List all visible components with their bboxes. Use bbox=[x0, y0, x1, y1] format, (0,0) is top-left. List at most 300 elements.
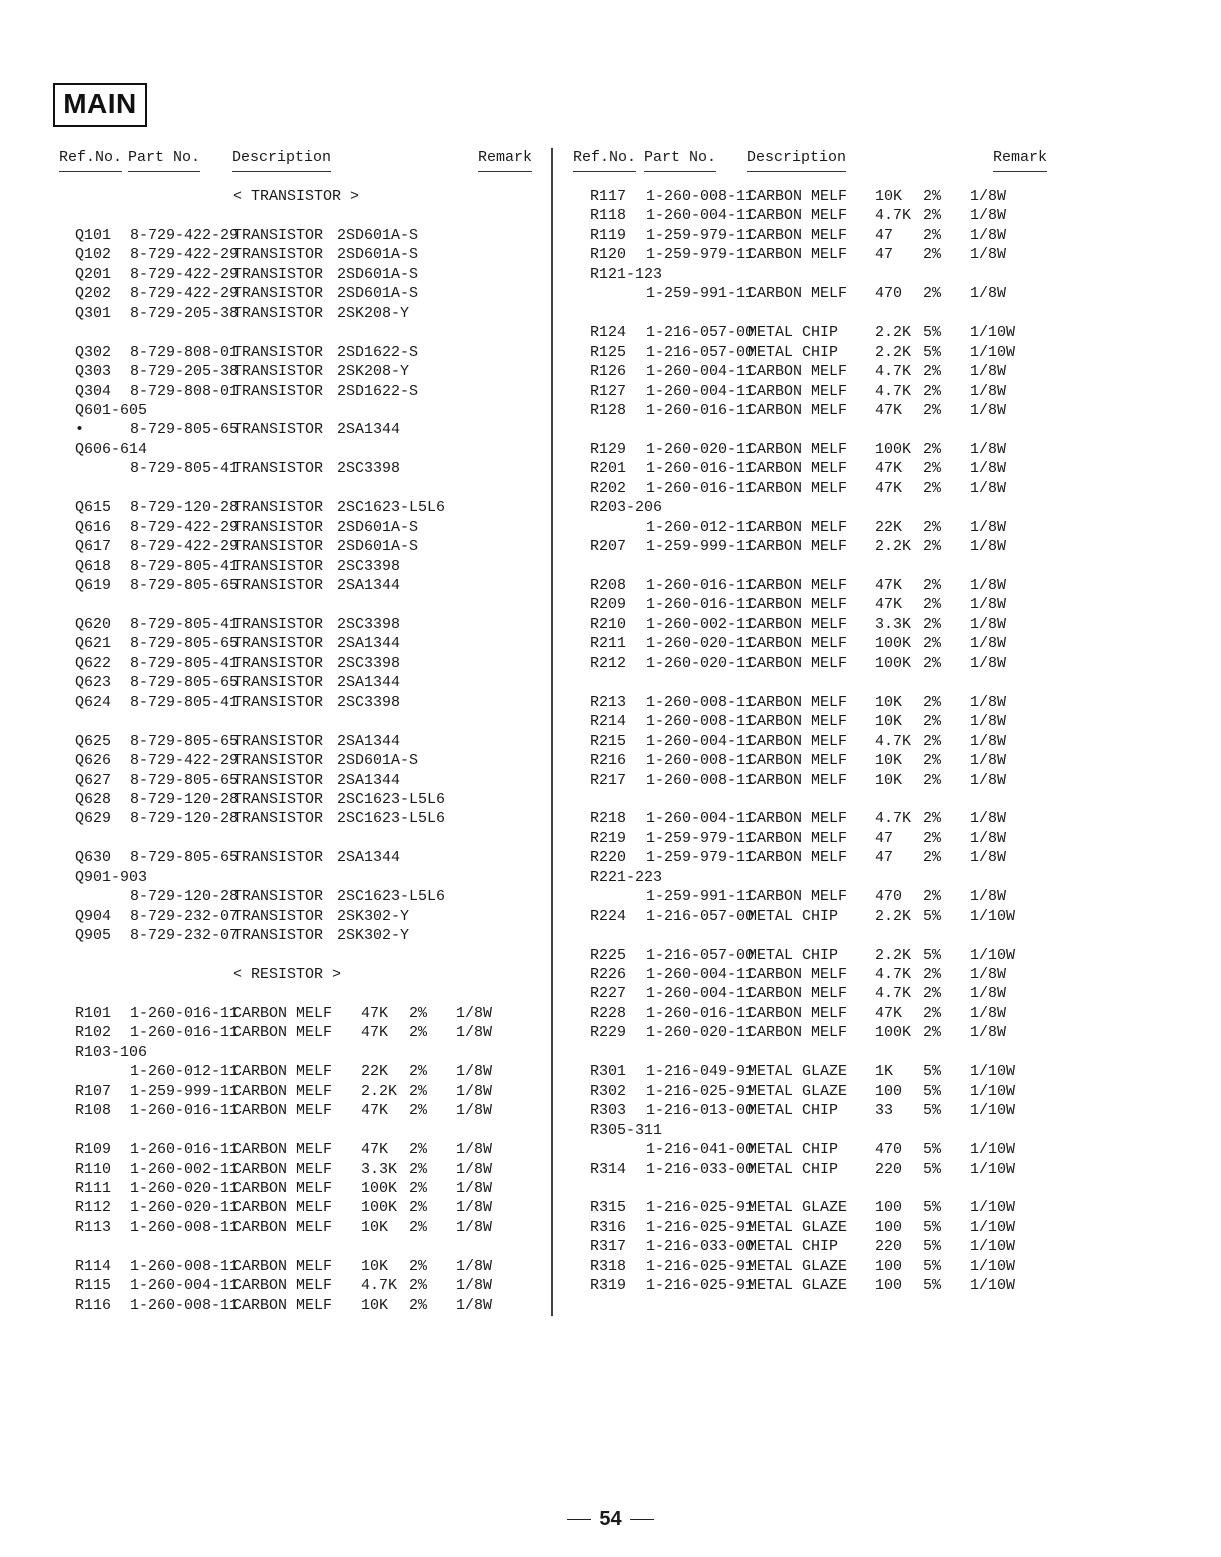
description: CARBON MELF bbox=[748, 1024, 848, 1042]
description: CARBON MELF bbox=[748, 829, 848, 847]
ref-no: R115 bbox=[75, 1277, 112, 1295]
ref-no: Q629 bbox=[75, 810, 112, 828]
ref-no: Q617 bbox=[75, 538, 112, 556]
value: 100 bbox=[875, 1257, 903, 1275]
tolerance: 2% bbox=[923, 966, 942, 983]
value: 33 bbox=[875, 1102, 894, 1120]
description: METAL GLAZE bbox=[748, 1218, 848, 1236]
ref-no: R125 bbox=[590, 343, 627, 361]
description: TRANSISTOR bbox=[233, 907, 324, 925]
description: TRANSISTOR bbox=[233, 674, 324, 692]
description: CARBON MELF bbox=[748, 285, 848, 303]
rating: 1/8W bbox=[970, 538, 1007, 556]
header-ref-no-right: Ref.No. bbox=[573, 148, 636, 172]
part-no: 1-260-008-11 bbox=[646, 752, 755, 770]
value: 47K bbox=[361, 1102, 389, 1120]
tolerance: 2% bbox=[923, 440, 942, 458]
rating: 1/8W bbox=[456, 1004, 493, 1022]
ref-no: R209 bbox=[590, 596, 627, 614]
ref-no: R317 bbox=[590, 1238, 627, 1256]
part-no: 1-216-057-00 bbox=[646, 324, 755, 342]
value: 2SD1622-S bbox=[337, 382, 419, 400]
part-no: 1-260-002-11 bbox=[646, 615, 755, 633]
part-no: 8-729-805-41 bbox=[130, 615, 239, 633]
tolerance: 2% bbox=[923, 577, 942, 594]
ref-no: R129 bbox=[590, 440, 627, 458]
ref-no: R112 bbox=[75, 1199, 112, 1217]
ref-no: Q622 bbox=[75, 654, 112, 672]
part-no: 1-216-057-00 bbox=[646, 946, 755, 964]
tolerance: 2% bbox=[409, 1024, 428, 1042]
ref-no: R319 bbox=[590, 1277, 627, 1295]
description: METAL CHIP bbox=[748, 324, 839, 342]
description: CARBON MELF bbox=[748, 479, 848, 497]
value: 10K bbox=[361, 1218, 389, 1236]
part-no: 8-729-422-29 bbox=[130, 246, 239, 264]
description: TRANSISTOR bbox=[233, 363, 324, 381]
part-no: 1-260-008-11 bbox=[646, 771, 755, 789]
description: CARBON MELF bbox=[748, 635, 848, 653]
ref-no: Q102 bbox=[75, 246, 112, 264]
rating: 1/8W bbox=[456, 1082, 493, 1100]
value: 4.7K bbox=[875, 207, 912, 225]
value: 2SC3398 bbox=[337, 557, 401, 575]
tolerance: 2% bbox=[409, 1063, 428, 1081]
value: 2SC1623-L5L6 bbox=[337, 888, 446, 906]
rating: 1/8W bbox=[970, 577, 1007, 594]
ref-no: R213 bbox=[590, 693, 627, 711]
rating: 1/8W bbox=[970, 966, 1007, 983]
ref-no: R221-223 bbox=[590, 868, 663, 886]
ref-no: R207 bbox=[590, 538, 627, 556]
rating: 1/8W bbox=[970, 985, 1007, 1003]
value: 2SD601A-S bbox=[337, 285, 419, 303]
tolerance: 2% bbox=[923, 382, 942, 400]
ref-no: R102 bbox=[75, 1024, 112, 1042]
value: 2SA1344 bbox=[337, 421, 401, 439]
part-no: 1-216-057-00 bbox=[646, 907, 755, 925]
value: 2SK208-Y bbox=[337, 363, 410, 381]
rating: 1/10W bbox=[970, 1199, 1016, 1217]
ref-no: R220 bbox=[590, 849, 627, 867]
description: TRANSISTOR bbox=[233, 226, 324, 244]
part-no: 1-260-020-11 bbox=[646, 1024, 755, 1042]
page-title: MAIN bbox=[63, 88, 137, 119]
description: CARBON MELF bbox=[748, 771, 848, 789]
description: CARBON MELF bbox=[748, 382, 848, 400]
description: METAL GLAZE bbox=[748, 1199, 848, 1217]
part-no: 1-216-025-91 bbox=[646, 1082, 755, 1100]
part-no: 1-260-008-11 bbox=[646, 188, 755, 205]
tolerance: 2% bbox=[409, 1296, 428, 1314]
value: 4.7K bbox=[875, 810, 912, 828]
ref-no: R120 bbox=[590, 246, 627, 264]
header-description-left: Description bbox=[232, 148, 331, 172]
value: 4.7K bbox=[875, 382, 912, 400]
description: TRANSISTOR bbox=[233, 635, 324, 653]
ref-no: • bbox=[75, 421, 85, 439]
value: 47 bbox=[875, 226, 894, 244]
value: 100 bbox=[875, 1218, 903, 1236]
ref-no: R203-206 bbox=[590, 499, 663, 517]
rating: 1/8W bbox=[970, 849, 1007, 867]
tolerance: 2% bbox=[923, 479, 942, 497]
tolerance: 5% bbox=[923, 1102, 942, 1120]
part-no: 1-260-016-11 bbox=[646, 577, 755, 594]
part-no: 8-729-120-28 bbox=[130, 888, 239, 906]
ref-no: R126 bbox=[590, 363, 627, 381]
rating: 1/10W bbox=[970, 1238, 1016, 1256]
value: 2.2K bbox=[875, 907, 912, 925]
description: TRANSISTOR bbox=[233, 888, 324, 906]
rating: 1/8W bbox=[970, 732, 1007, 750]
rating: 1/8W bbox=[970, 771, 1007, 789]
part-no: 1-259-999-11 bbox=[646, 538, 755, 556]
description: CARBON MELF bbox=[748, 752, 848, 770]
value: 10K bbox=[875, 188, 903, 205]
tolerance: 2% bbox=[923, 207, 942, 225]
value: 2SA1344 bbox=[337, 674, 401, 692]
value: 10K bbox=[361, 1257, 389, 1275]
value: 2SC3398 bbox=[337, 693, 401, 711]
ref-no: Q619 bbox=[75, 577, 112, 594]
rating: 1/8W bbox=[970, 440, 1007, 458]
part-no: 1-216-025-91 bbox=[646, 1199, 755, 1217]
value: 4.7K bbox=[875, 363, 912, 381]
ref-no: R211 bbox=[590, 635, 627, 653]
ref-no: R202 bbox=[590, 479, 627, 497]
description: TRANSISTOR bbox=[233, 246, 324, 264]
rating: 1/8W bbox=[456, 1063, 493, 1081]
ref-no: Q301 bbox=[75, 304, 112, 322]
ref-no: R110 bbox=[75, 1160, 112, 1178]
value: 47K bbox=[361, 1024, 389, 1042]
description: CARBON MELF bbox=[748, 538, 848, 556]
description: CARBON MELF bbox=[748, 693, 848, 711]
part-no: 8-729-805-65 bbox=[130, 849, 239, 867]
description: CARBON MELF bbox=[748, 246, 848, 264]
rating: 1/8W bbox=[970, 888, 1007, 906]
value: 470 bbox=[875, 285, 903, 303]
description: TRANSISTOR bbox=[233, 518, 324, 536]
ref-no: R108 bbox=[75, 1102, 112, 1120]
value: 2SD601A-S bbox=[337, 265, 419, 283]
ref-no: Q901-903 bbox=[75, 868, 148, 886]
part-no: 1-260-004-11 bbox=[646, 382, 755, 400]
value: 3.3K bbox=[361, 1160, 398, 1178]
description: TRANSISTOR bbox=[233, 538, 324, 556]
rating: 1/8W bbox=[456, 1102, 493, 1120]
tolerance: 2% bbox=[923, 888, 942, 906]
value: 2SD601A-S bbox=[337, 226, 419, 244]
description: TRANSISTOR bbox=[233, 849, 324, 867]
value: 47K bbox=[875, 1004, 903, 1022]
header-part-no-right: Part No. bbox=[644, 148, 716, 172]
value: 4.7K bbox=[361, 1277, 398, 1295]
rating: 1/10W bbox=[970, 1160, 1016, 1178]
part-no: 1-260-008-11 bbox=[130, 1296, 239, 1314]
value: 100K bbox=[361, 1179, 398, 1197]
ref-no: R111 bbox=[75, 1179, 112, 1197]
value: 47 bbox=[875, 246, 894, 264]
part-no: 1-260-002-11 bbox=[130, 1160, 239, 1178]
value: 2SK208-Y bbox=[337, 304, 410, 322]
value: 2SA1344 bbox=[337, 849, 401, 867]
ref-no: R119 bbox=[590, 226, 627, 244]
description: TRANSISTOR bbox=[233, 577, 324, 594]
description: TRANSISTOR bbox=[233, 693, 324, 711]
part-no: 1-259-991-11 bbox=[646, 888, 755, 906]
rating: 1/8W bbox=[970, 615, 1007, 633]
tolerance: 5% bbox=[923, 1238, 942, 1256]
description: CARBON MELF bbox=[748, 440, 848, 458]
part-no: 1-260-020-11 bbox=[646, 440, 755, 458]
part-no: 1-260-020-11 bbox=[130, 1199, 239, 1217]
tolerance: 2% bbox=[923, 810, 942, 828]
rating: 1/8W bbox=[970, 518, 1007, 536]
description: TRANSISTOR bbox=[233, 285, 324, 303]
tolerance: 2% bbox=[409, 1160, 428, 1178]
part-no: 1-216-025-91 bbox=[646, 1257, 755, 1275]
part-no: 1-260-020-11 bbox=[646, 635, 755, 653]
value: 100K bbox=[875, 635, 912, 653]
value: 2SK302-Y bbox=[337, 907, 410, 925]
rating: 1/10W bbox=[970, 907, 1016, 925]
tolerance: 5% bbox=[923, 1199, 942, 1217]
ref-no: Q628 bbox=[75, 790, 112, 808]
section-heading: < RESISTOR > bbox=[233, 966, 342, 983]
ref-no: R219 bbox=[590, 829, 627, 847]
part-no: 8-729-805-41 bbox=[130, 693, 239, 711]
description: CARBON MELF bbox=[233, 1141, 333, 1159]
rating: 1/8W bbox=[456, 1179, 493, 1197]
value: 10K bbox=[875, 771, 903, 789]
rating: 1/8W bbox=[970, 226, 1007, 244]
description: TRANSISTOR bbox=[233, 304, 324, 322]
rating: 1/8W bbox=[970, 401, 1007, 419]
ref-no: R208 bbox=[590, 577, 627, 594]
value: 2.2K bbox=[875, 538, 912, 556]
value: 2.2K bbox=[875, 324, 912, 342]
ref-no: R316 bbox=[590, 1218, 627, 1236]
value: 2SD601A-S bbox=[337, 538, 419, 556]
value: 10K bbox=[875, 693, 903, 711]
description: CARBON MELF bbox=[748, 966, 848, 983]
description: TRANSISTOR bbox=[233, 654, 324, 672]
rating: 1/8W bbox=[970, 1024, 1007, 1042]
ref-no: R218 bbox=[590, 810, 627, 828]
ref-no: Q201 bbox=[75, 265, 112, 283]
tolerance: 2% bbox=[923, 635, 942, 653]
rating: 1/10W bbox=[970, 1102, 1016, 1120]
rating: 1/8W bbox=[970, 246, 1007, 264]
part-no: 8-729-805-41 bbox=[130, 460, 239, 478]
description: METAL CHIP bbox=[748, 1141, 839, 1159]
ref-no: R303 bbox=[590, 1102, 627, 1120]
ref-no: Q303 bbox=[75, 363, 112, 381]
part-no: 1-260-008-11 bbox=[130, 1218, 239, 1236]
tolerance: 2% bbox=[409, 1102, 428, 1120]
ref-no: R210 bbox=[590, 615, 627, 633]
tolerance: 2% bbox=[923, 538, 942, 556]
ref-no: Q625 bbox=[75, 732, 112, 750]
ref-no: R217 bbox=[590, 771, 627, 789]
value: 4.7K bbox=[875, 732, 912, 750]
value: 100K bbox=[875, 1024, 912, 1042]
value: 47K bbox=[875, 401, 903, 419]
ref-no: R229 bbox=[590, 1024, 627, 1042]
description: CARBON MELF bbox=[748, 713, 848, 731]
description: CARBON MELF bbox=[233, 1024, 333, 1042]
ref-no: R225 bbox=[590, 946, 627, 964]
tolerance: 2% bbox=[923, 752, 942, 770]
tolerance: 2% bbox=[923, 1024, 942, 1042]
part-no: 1-216-025-91 bbox=[646, 1218, 755, 1236]
description: CARBON MELF bbox=[748, 810, 848, 828]
description: CARBON MELF bbox=[748, 518, 848, 536]
part-no: 1-260-004-11 bbox=[130, 1277, 239, 1295]
value: 2SA1344 bbox=[337, 771, 401, 789]
description: TRANSISTOR bbox=[233, 615, 324, 633]
part-no: 1-260-016-11 bbox=[646, 460, 755, 478]
part-no: 1-260-004-11 bbox=[646, 732, 755, 750]
part-no: 1-260-004-11 bbox=[646, 207, 755, 225]
description: TRANSISTOR bbox=[233, 810, 324, 828]
tolerance: 5% bbox=[923, 1160, 942, 1178]
description: CARBON MELF bbox=[748, 188, 848, 205]
ref-no: Q620 bbox=[75, 615, 112, 633]
tolerance: 5% bbox=[923, 907, 942, 925]
section-heading: < TRANSISTOR > bbox=[233, 188, 360, 205]
description: CARBON MELF bbox=[748, 226, 848, 244]
ref-no: R302 bbox=[590, 1082, 627, 1100]
header-description-right: Description bbox=[747, 148, 846, 172]
value: 47 bbox=[875, 829, 894, 847]
value: 470 bbox=[875, 888, 903, 906]
rating: 1/8W bbox=[456, 1296, 493, 1314]
description: CARBON MELF bbox=[233, 1257, 333, 1275]
description: CARBON MELF bbox=[748, 732, 848, 750]
part-no: 1-216-025-91 bbox=[646, 1277, 755, 1295]
tolerance: 5% bbox=[923, 1277, 942, 1295]
part-no: 8-729-422-29 bbox=[130, 285, 239, 303]
header-ref-no-left: Ref.No. bbox=[59, 148, 122, 172]
tolerance: 5% bbox=[923, 1257, 942, 1275]
value: 2SD1622-S bbox=[337, 343, 419, 361]
tolerance: 5% bbox=[923, 343, 942, 361]
part-no: 8-729-805-41 bbox=[130, 654, 239, 672]
ref-no: Q202 bbox=[75, 285, 112, 303]
part-no: 1-260-008-11 bbox=[646, 693, 755, 711]
value: 10K bbox=[875, 752, 903, 770]
rating: 1/8W bbox=[970, 654, 1007, 672]
tolerance: 2% bbox=[923, 693, 942, 711]
header-remark-left: Remark bbox=[478, 148, 532, 172]
part-no: 1-260-020-11 bbox=[130, 1179, 239, 1197]
value: 47K bbox=[875, 596, 903, 614]
description: METAL CHIP bbox=[748, 1102, 839, 1120]
value: 220 bbox=[875, 1238, 903, 1256]
ref-no: Q615 bbox=[75, 499, 112, 517]
rating: 1/8W bbox=[970, 752, 1007, 770]
tolerance: 5% bbox=[923, 946, 942, 964]
description: CARBON MELF bbox=[233, 1199, 333, 1217]
ref-no: R109 bbox=[75, 1141, 112, 1159]
tolerance: 2% bbox=[923, 401, 942, 419]
value: 100 bbox=[875, 1277, 903, 1295]
part-no: 1-260-016-11 bbox=[646, 596, 755, 614]
rating: 1/10W bbox=[970, 1257, 1016, 1275]
value: 2SD601A-S bbox=[337, 518, 419, 536]
value: 47K bbox=[875, 460, 903, 478]
description: TRANSISTOR bbox=[233, 752, 324, 770]
value: 2SA1344 bbox=[337, 577, 401, 594]
value: 2SC3398 bbox=[337, 615, 401, 633]
part-no: 1-260-016-11 bbox=[646, 479, 755, 497]
value: 470 bbox=[875, 1141, 903, 1159]
ref-no: R117 bbox=[590, 188, 627, 205]
description: TRANSISTOR bbox=[233, 732, 324, 750]
tolerance: 2% bbox=[923, 518, 942, 536]
description: METAL CHIP bbox=[748, 1238, 839, 1256]
ref-no: R127 bbox=[590, 382, 627, 400]
tolerance: 5% bbox=[923, 1063, 942, 1081]
rating: 1/8W bbox=[456, 1160, 493, 1178]
part-no: 8-729-422-29 bbox=[130, 752, 239, 770]
description: METAL CHIP bbox=[748, 907, 839, 925]
description: CARBON MELF bbox=[233, 1063, 333, 1081]
rating: 1/8W bbox=[456, 1141, 493, 1159]
ref-no: R301 bbox=[590, 1063, 627, 1081]
rating: 1/8W bbox=[456, 1199, 493, 1217]
part-no: 1-260-004-11 bbox=[646, 810, 755, 828]
ref-no: R107 bbox=[75, 1082, 112, 1100]
value: 47K bbox=[875, 577, 903, 594]
rating: 1/8W bbox=[970, 829, 1007, 847]
tolerance: 2% bbox=[923, 1004, 942, 1022]
part-no: 8-729-120-28 bbox=[130, 810, 239, 828]
description: METAL GLAZE bbox=[748, 1277, 848, 1295]
part-no: 8-729-805-65 bbox=[130, 635, 239, 653]
description: CARBON MELF bbox=[748, 401, 848, 419]
tolerance: 2% bbox=[923, 363, 942, 381]
part-no: 1-259-999-11 bbox=[130, 1082, 239, 1100]
tolerance: 2% bbox=[409, 1179, 428, 1197]
ref-no: Q905 bbox=[75, 927, 112, 945]
description: METAL CHIP bbox=[748, 343, 839, 361]
part-no: 1-260-016-11 bbox=[130, 1004, 239, 1022]
ref-no: Q623 bbox=[75, 674, 112, 692]
tolerance: 2% bbox=[923, 849, 942, 867]
description: TRANSISTOR bbox=[233, 421, 324, 439]
ref-no: Q304 bbox=[75, 382, 112, 400]
ref-no: R103-106 bbox=[75, 1043, 148, 1061]
value: 47 bbox=[875, 849, 894, 867]
tolerance: 2% bbox=[409, 1141, 428, 1159]
tolerance: 2% bbox=[923, 829, 942, 847]
description: TRANSISTOR bbox=[233, 460, 324, 478]
value: 220 bbox=[875, 1160, 903, 1178]
description: CARBON MELF bbox=[748, 615, 848, 633]
tolerance: 2% bbox=[409, 1082, 428, 1100]
value: 100K bbox=[875, 654, 912, 672]
tolerance: 2% bbox=[409, 1199, 428, 1217]
part-no: 1-260-012-11 bbox=[130, 1063, 239, 1081]
rating: 1/8W bbox=[970, 285, 1007, 303]
value: 2.2K bbox=[875, 946, 912, 964]
ref-no: R315 bbox=[590, 1199, 627, 1217]
part-no: 8-729-232-07 bbox=[130, 907, 239, 925]
